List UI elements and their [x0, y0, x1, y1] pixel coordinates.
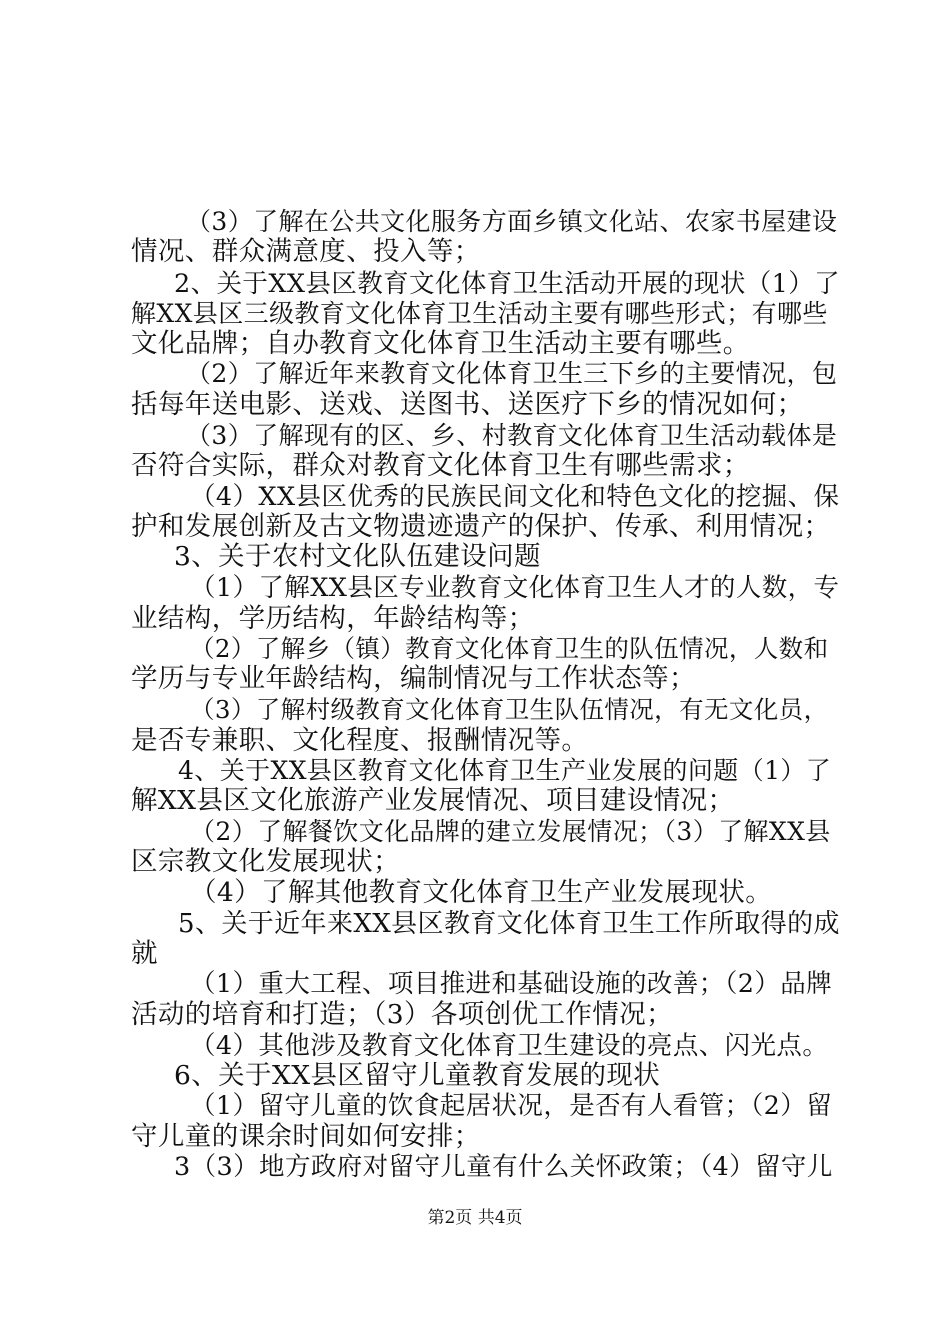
text-line: （4）其他涉及教育文化体育卫生建设的亮点、闪光点。: [190, 1030, 829, 1061]
text-line: 是否专兼职、文化程度、报酬情况等。: [131, 724, 589, 756]
text-line: 情况、群众满意度、投入等；: [131, 236, 481, 268]
text-line: 文化品牌；自办教育文化体育卫生活动主要有哪些。: [131, 328, 750, 360]
text-line: （4）XX县区优秀的民族民间文化和特色文化的挖掘、保: [190, 481, 840, 512]
text-line: 业结构，学历结构，年龄结构等；: [131, 602, 535, 634]
text-line: （3）了解村级教育文化体育卫生队伍情况，有无文化员，: [190, 694, 829, 724]
page-number-footer: 第2页 共4页: [427, 1208, 523, 1228]
text-line: 3（3）地方政府对留守儿童有什么关怀政策；（4）留守儿: [174, 1152, 833, 1182]
text-line: 否符合实际，群众对教育文化体育卫生有哪些需求；: [131, 450, 750, 482]
text-line: 2、关于XX县区教育文化体育卫生活动开展的现状（1）了: [174, 268, 841, 299]
text-line: 5、关于近年来XX县区教育文化体育卫生工作所取得的成: [178, 908, 840, 939]
text-line: （4）了解其他教育文化体育卫生产业发展现状。: [190, 877, 773, 909]
text-line: 解XX县区文化旅游产业发展情况、项目建设情况；: [131, 785, 735, 817]
text-line: 4、关于XX县区教育文化体育卫生产业发展的问题（1）了: [178, 756, 832, 786]
text-line: （3）了解现有的区、乡、村教育文化体育卫生活动载体是: [186, 420, 838, 450]
text-line: （1）了解XX县区专业教育文化体育卫生人才的人数，专: [190, 573, 840, 604]
text-line: 区宗教文化发展现状；: [131, 846, 400, 878]
text-line: 活动的培育和打造；（3）各项创优工作情况；: [131, 998, 674, 1030]
text-line: 解XX县区三级教育文化体育卫生活动主要有哪些形式；有哪些: [131, 298, 828, 328]
text-line: （1）重大工程、项目推进和基础设施的改善；（2）品牌: [190, 969, 833, 1000]
text-line: （2）了解餐饮文化品牌的建立发展情况；（3）了解XX县: [190, 816, 831, 846]
text-line: （2）了解乡（镇）教育文化体育卫生的队伍情况，人数和: [190, 634, 829, 664]
text-line: 就: [131, 937, 158, 969]
text-line: （1）留守儿童的饮食起居状况，是否有人看管；（2）留: [190, 1091, 833, 1122]
text-line: 括每年送电影、送戏、送图书、送医疗下乡的情况如何；: [131, 388, 804, 420]
text-line: 6、关于XX县区留守儿童教育发展的现状: [174, 1060, 661, 1092]
text-line: 3、关于农村文化队伍建设问题: [174, 541, 541, 573]
text-line: （3）了解在公共文化服务方面乡镇文化站、农家书屋建设: [186, 207, 838, 236]
text-line: （2）了解近年来教育文化体育卫生三下乡的主要情况，包: [186, 359, 838, 389]
text-line: 守儿童的课余时间如何安排；: [131, 1120, 481, 1152]
text-line: 学历与专业年龄结构，编制情况与工作状态等；: [131, 663, 696, 695]
text-line: 护和发展创新及古文物遗迹遗产的保护、传承、利用情况；: [131, 510, 831, 542]
